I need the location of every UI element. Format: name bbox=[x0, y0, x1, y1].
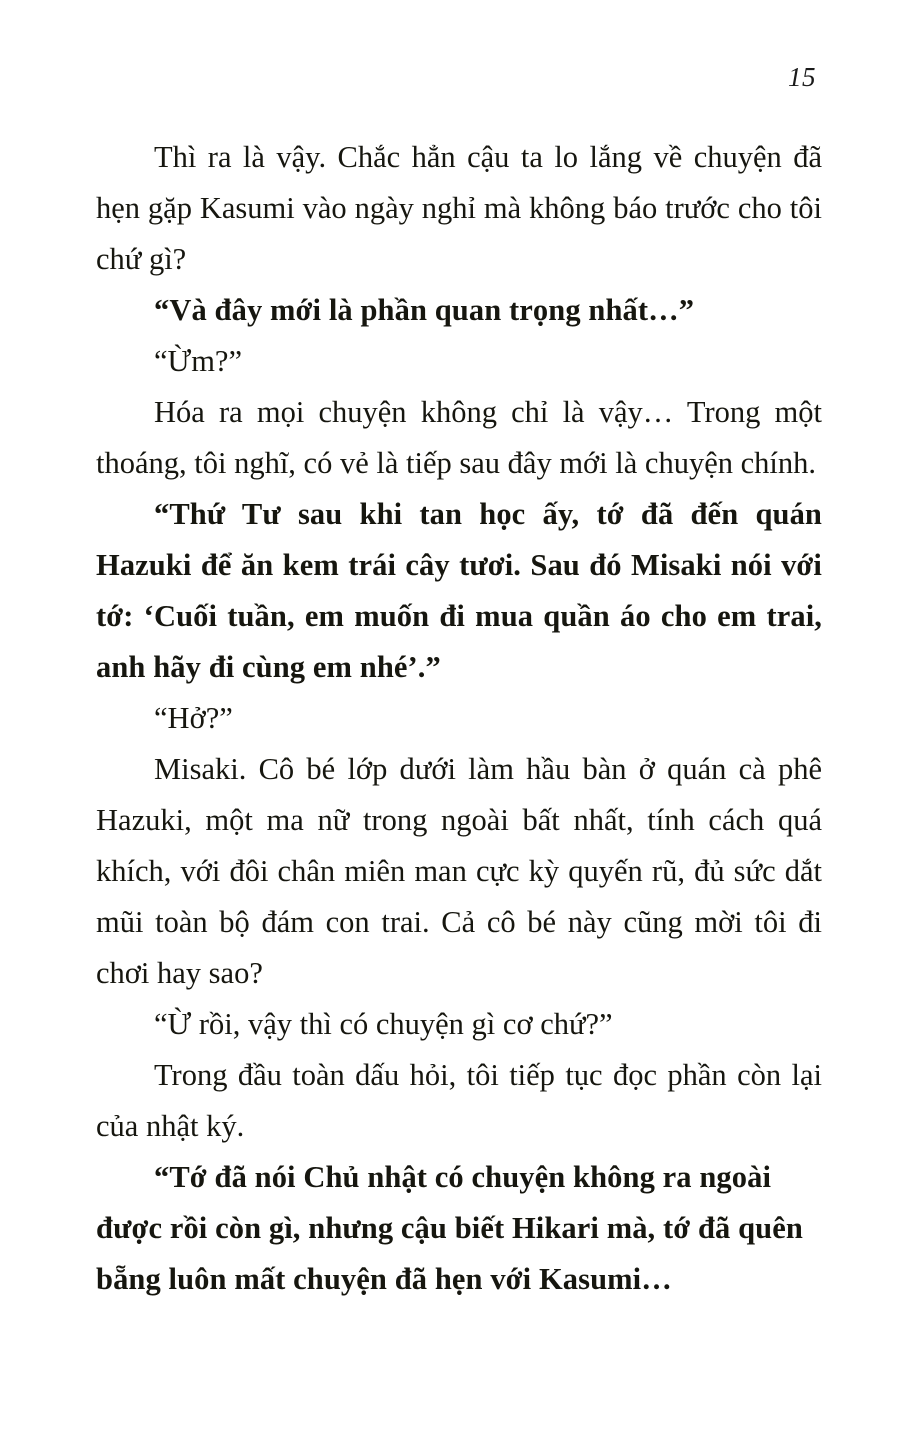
paragraph-dialogue: “Hở?” bbox=[154, 701, 233, 735]
paragraph-dialogue-bold: “Thứ Tư sau khi tan học ấy, tớ đã đến quán Hazuki để ăn kem trái cây tươi. Sau đó Misaki nói với tớ: ‘Cuối tuần, em muốn đi mua quần áo cho em trai, anh hãy đi cùng em nhé’.” bbox=[96, 497, 822, 684]
paragraph: Thì ra là vậy. Chắc hẳn cậu ta lo lắng về chuyện đã hẹn gặp Kasumi vào ngày nghỉ mà không báo trước cho tôi chứ gì? bbox=[96, 140, 822, 276]
page-number: 15 bbox=[788, 62, 816, 92]
paragraph: Hóa ra mọi chuyện không chỉ là vậy… Trong một thoáng, tôi nghĩ, có vẻ là tiếp sau đây mới là chuyện chính. bbox=[96, 395, 822, 480]
page-body bbox=[96, 132, 822, 1305]
paragraph-dialogue-bold: “Tớ đã nói Chủ nhật có chuyện không ra ngoài được rồi còn gì, nhưng cậu biết Hikari mà, tớ đã quên bẵng luôn mất chuyện đã hẹn với Kasumi… bbox=[96, 1160, 803, 1296]
paragraph: Misaki. Cô bé lớp dưới làm hầu bàn ở quán cà phê Hazuki, một ma nữ trong ngoài bất nhất, tính cách quá khích, với đôi chân miên man cực kỳ quyến rũ, đủ sức dắt mũi toàn bộ đám con trai. Cả cô bé này cũng mời tôi đi chơi hay sao? bbox=[96, 752, 822, 990]
paragraph-dialogue: “Ừm?” bbox=[154, 344, 243, 378]
paragraph: Trong đầu toàn dấu hỏi, tôi tiếp tục đọc phần còn lại của nhật ký. bbox=[96, 1058, 822, 1143]
paragraph-dialogue-bold: “Và đây mới là phần quan trọng nhất…” bbox=[154, 293, 695, 327]
paragraph-dialogue: “Ừ rồi, vậy thì có chuyện gì cơ chứ?” bbox=[154, 1007, 613, 1041]
